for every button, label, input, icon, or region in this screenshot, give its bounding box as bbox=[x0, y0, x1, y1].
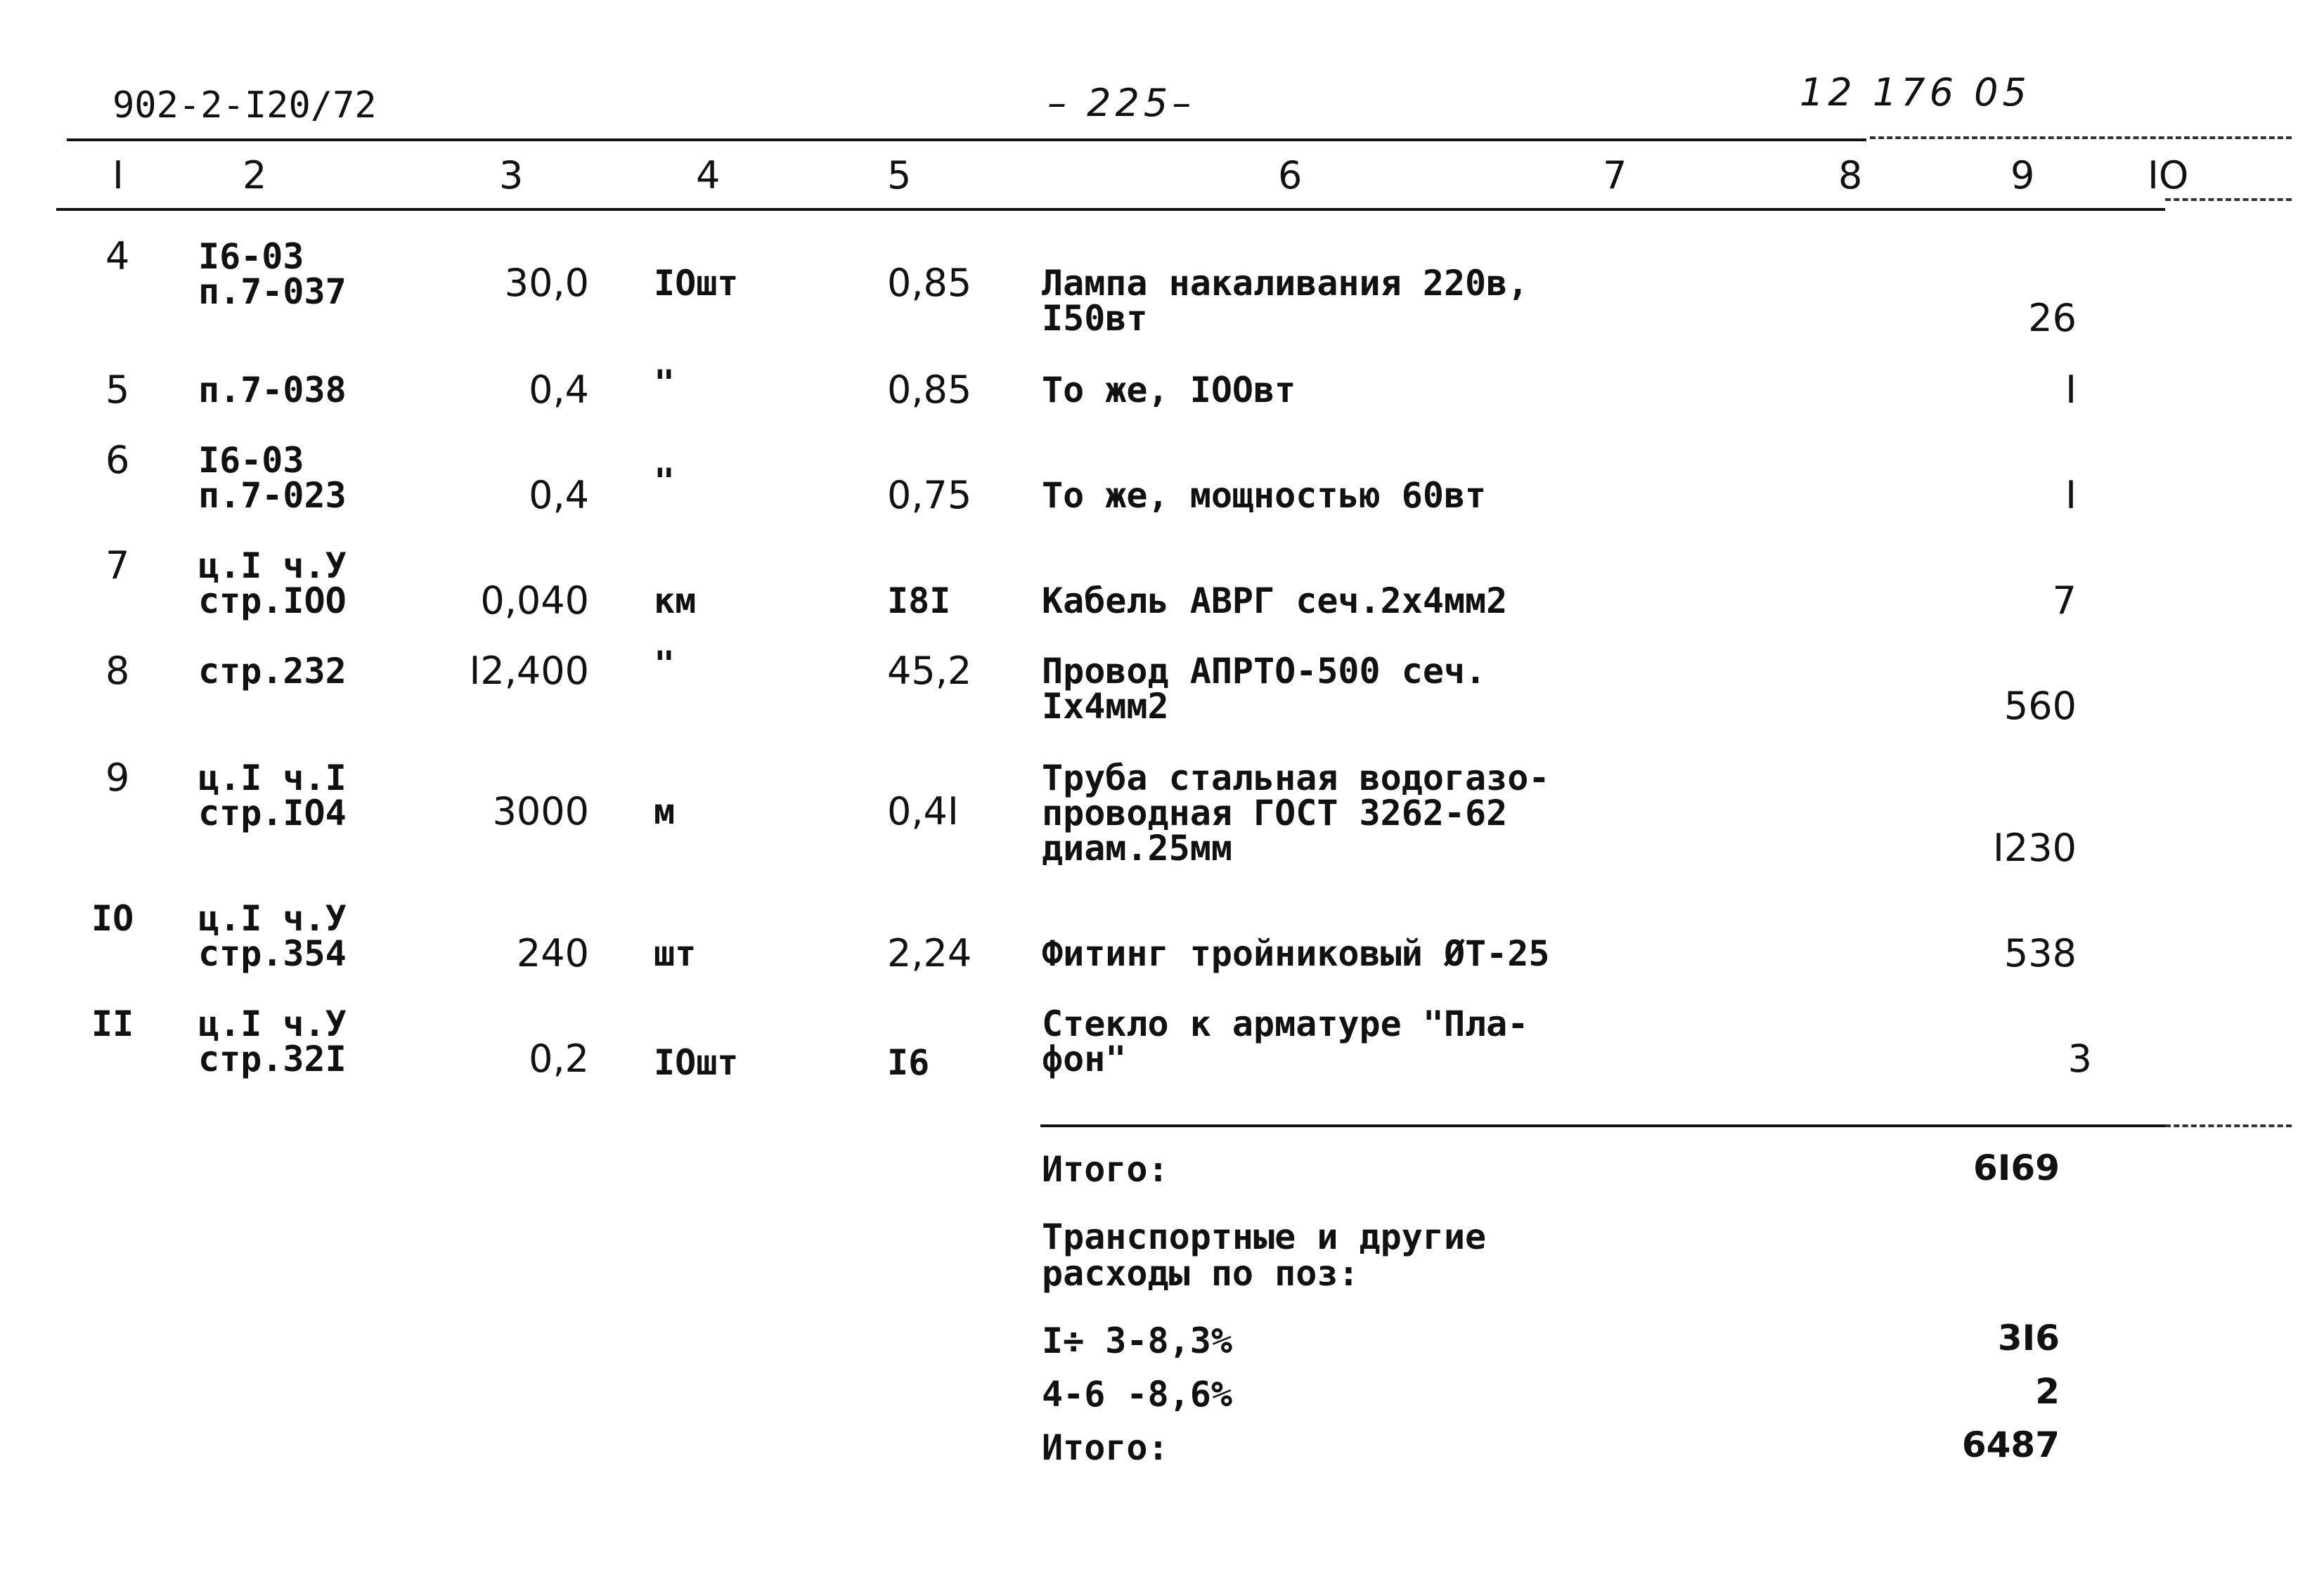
transport-line-1-value: 3I6 bbox=[1997, 1318, 2060, 1358]
table-row bbox=[0, 644, 2324, 728]
row-price: 0,75 bbox=[887, 473, 972, 517]
row-quantity: 0,2 bbox=[529, 1037, 589, 1081]
row-unit: км bbox=[654, 580, 697, 621]
column-number-10: IO bbox=[2148, 153, 2189, 197]
table-row bbox=[0, 543, 2324, 623]
column-number-3: 3 bbox=[499, 153, 524, 197]
row-quantity: 3000 bbox=[492, 789, 589, 833]
row-total: 560 bbox=[2003, 684, 2077, 728]
transport-line-2-value: 2 bbox=[2035, 1371, 2060, 1412]
itogo-label: Итого: bbox=[1042, 1149, 1169, 1190]
row-reference: ц.I ч.I стр.IO4 bbox=[198, 758, 347, 833]
table-row bbox=[0, 363, 2324, 412]
row-name: То же, IOOвт bbox=[1042, 370, 1296, 410]
transport-line-1-label: I÷ 3-8,3% bbox=[1042, 1320, 1232, 1361]
column-number-9: 9 bbox=[2010, 153, 2035, 197]
row-price: 0,85 bbox=[887, 261, 972, 305]
transport-line-2-label: 4-6 -8,6% bbox=[1042, 1374, 1232, 1415]
column-number-1: I bbox=[112, 153, 124, 197]
row-price: I6 bbox=[887, 1042, 930, 1083]
row-position: IO bbox=[91, 898, 134, 939]
row-reference: I6-03 п.7-037 bbox=[198, 236, 347, 312]
row-quantity: 240 bbox=[516, 931, 589, 975]
inventory-number: 12 176 05 bbox=[1800, 70, 2031, 115]
transport-label: Транспортные и другие расходы по поз: bbox=[1042, 1216, 1487, 1294]
row-quantity: 0,4 bbox=[529, 368, 589, 412]
itogo2-label: Итого: bbox=[1042, 1427, 1169, 1468]
row-total: I bbox=[2065, 473, 2077, 517]
row-name: Кабель АВРГ сеч.2х4мм2 bbox=[1042, 580, 1508, 621]
itogo-value: 6I69 bbox=[1973, 1148, 2060, 1188]
column-number-8: 8 bbox=[1838, 153, 1863, 197]
row-name: Стекло к арматуре "Пла- фон" bbox=[1042, 1004, 1529, 1079]
row-position: 7 bbox=[105, 543, 130, 588]
row-name: Труба стальная водогазо- проводная ГОСТ 3262-62 диам.25мм bbox=[1042, 758, 1550, 869]
row-reference: ц.I ч.У стр.IOO bbox=[198, 545, 347, 621]
column-number-2: 2 bbox=[243, 153, 267, 197]
row-total: 26 bbox=[2028, 296, 2077, 340]
row-unit: " bbox=[654, 644, 676, 684]
row-total: I230 bbox=[1993, 826, 2077, 870]
document-code: 902-2-I20/72 bbox=[112, 84, 377, 126]
row-quantity: 0,4 bbox=[529, 473, 589, 517]
row-name: Фитинг тройниковый ØТ-25 bbox=[1042, 933, 1550, 974]
row-total: 3 bbox=[2067, 1037, 2092, 1081]
itogo2-value: 6487 bbox=[1961, 1425, 2060, 1465]
row-position: 6 bbox=[105, 438, 130, 482]
row-price: 0,85 bbox=[887, 368, 972, 412]
row-total: 7 bbox=[2052, 578, 2077, 623]
row-name: То же, мощностью 60вт bbox=[1042, 475, 1487, 516]
column-number-7: 7 bbox=[1603, 153, 1627, 197]
summary-rule bbox=[1040, 1124, 2165, 1127]
table-row bbox=[0, 1004, 2324, 1083]
table-row bbox=[0, 898, 2324, 975]
row-total: I bbox=[2065, 368, 2077, 412]
column-number-6: 6 bbox=[1278, 153, 1303, 197]
row-unit: " bbox=[654, 461, 676, 502]
row-price: 45,2 bbox=[887, 649, 972, 693]
table-row bbox=[0, 438, 2324, 517]
header-top-rule-dashed bbox=[1870, 136, 2292, 139]
row-total: 538 bbox=[2003, 931, 2077, 975]
row-reference: п.7-038 bbox=[198, 370, 347, 410]
table-row bbox=[0, 234, 2324, 340]
header-bottom-rule bbox=[56, 208, 2165, 211]
row-quantity: I2,400 bbox=[469, 649, 589, 693]
row-position: 9 bbox=[105, 755, 130, 800]
row-name: Провод АПРТО-500 сеч. Iх4мм2 bbox=[1042, 651, 1487, 727]
row-unit: шт bbox=[654, 933, 697, 974]
row-reference: ц.I ч.У стр.354 bbox=[198, 898, 347, 974]
row-unit: IOшт bbox=[654, 263, 739, 304]
column-number-4: 4 bbox=[696, 153, 721, 197]
row-reference: стр.232 bbox=[198, 651, 347, 692]
page-number: – 225– bbox=[1047, 81, 1196, 125]
row-quantity: 30,0 bbox=[504, 261, 589, 305]
row-name: Лампа накаливания 220в, I50вт bbox=[1042, 263, 1529, 339]
row-position: 5 bbox=[105, 368, 130, 412]
row-price: 2,24 bbox=[887, 931, 972, 975]
row-price: 0,4I bbox=[887, 789, 959, 833]
row-unit: IOшт bbox=[654, 1042, 739, 1083]
row-position: II bbox=[91, 1004, 134, 1044]
row-reference: I6-03 п.7-023 bbox=[198, 440, 347, 516]
header-bottom-rule-dashed bbox=[2165, 198, 2292, 201]
header-top-rule bbox=[67, 138, 1866, 141]
column-number-5: 5 bbox=[887, 153, 912, 197]
row-unit: м bbox=[654, 791, 676, 832]
summary-rule-dashed bbox=[2165, 1124, 2292, 1127]
row-position: 8 bbox=[105, 649, 130, 693]
row-quantity: 0,040 bbox=[480, 578, 589, 623]
row-position: 4 bbox=[105, 234, 130, 278]
table-row bbox=[0, 755, 2324, 870]
row-reference: ц.I ч.У стр.32I bbox=[198, 1004, 347, 1079]
row-unit: " bbox=[654, 363, 676, 403]
row-price: I8I bbox=[887, 580, 951, 621]
